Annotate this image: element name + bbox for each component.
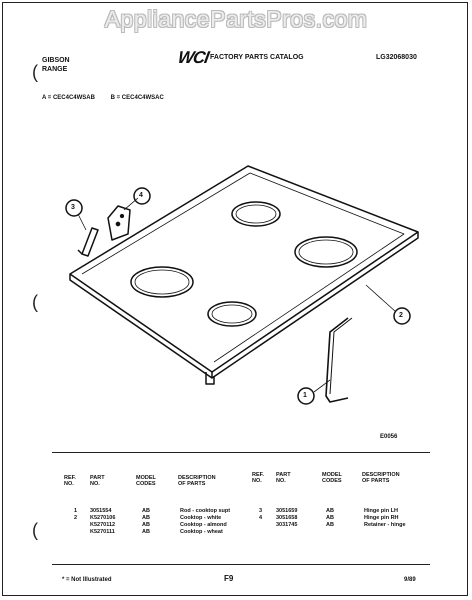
cooktop-support-rod bbox=[326, 318, 348, 402]
watermark: AppliancePartsPros.com bbox=[104, 6, 368, 32]
table-cell: Cooktop - white bbox=[180, 515, 222, 521]
binder-hole-top: ( bbox=[32, 62, 38, 82]
not-illustrated-note: * = Not Illustrated bbox=[62, 577, 112, 583]
table-cell: 3051554 bbox=[90, 508, 112, 514]
callout-2: 2 bbox=[399, 312, 403, 319]
table-cell: AB bbox=[142, 508, 150, 514]
model-a: A = CEC4C4WSAB bbox=[42, 95, 95, 101]
binder-hole-middle: ( bbox=[32, 292, 38, 312]
callout-3: 3 bbox=[71, 204, 75, 211]
header-ref-right: REF. NO. bbox=[252, 472, 264, 484]
table-cell: AB bbox=[326, 515, 334, 521]
table-cell: 3051659 bbox=[276, 508, 298, 514]
table-cell: 3031745 bbox=[276, 522, 298, 528]
header-model-left: MODEL CODES bbox=[136, 475, 156, 487]
model-b: B = CEC4C4WSAC bbox=[110, 95, 164, 101]
table-cell: 3051658 bbox=[276, 515, 298, 521]
table-cell: AB bbox=[326, 522, 334, 528]
binder-hole-bottom: ( bbox=[32, 520, 38, 540]
table-cell: 1 bbox=[74, 508, 78, 514]
table-cell: Cooktop - almond bbox=[180, 522, 227, 528]
table-cell: Retainer - hinge bbox=[364, 522, 406, 528]
table-cell: Hinge pin LH bbox=[364, 508, 398, 514]
table-cell: AB bbox=[142, 515, 150, 521]
cooktop-surface bbox=[70, 166, 418, 372]
table-bottom-rule bbox=[52, 564, 430, 565]
diagram-code: E0056 bbox=[380, 434, 398, 440]
table-cell: 3 bbox=[259, 508, 263, 514]
callout-1: 1 bbox=[303, 392, 307, 399]
col-desc-left bbox=[180, 508, 230, 536]
table-cell: AB bbox=[142, 529, 150, 535]
col-ref-left bbox=[74, 508, 77, 522]
header-model-right: MODEL CODES bbox=[322, 472, 342, 484]
col-model-left bbox=[142, 508, 150, 536]
table-cell: 4 bbox=[259, 515, 263, 521]
catalog-title: FACTORY PARTS CATALOG bbox=[210, 54, 304, 61]
page-number: F9 bbox=[224, 574, 234, 583]
table-cell: AB bbox=[326, 508, 334, 514]
document-number: LG32068030 bbox=[376, 54, 417, 61]
table-cell: AB bbox=[142, 522, 150, 528]
hinge-pin bbox=[82, 228, 98, 256]
table-cell: Hinge pin RH bbox=[364, 515, 399, 521]
table-cell: K5270112 bbox=[90, 522, 116, 528]
header-desc-right: DESCRIPTION OF PARTS bbox=[362, 472, 400, 484]
table-cell: K5270106 bbox=[90, 515, 116, 521]
callout-4: 4 bbox=[139, 192, 143, 199]
col-part-left bbox=[90, 508, 115, 536]
header-ref-left: REF. NO. bbox=[64, 475, 76, 487]
table-cell: Rod - cooktop supt bbox=[180, 508, 231, 514]
revision-date: 9/89 bbox=[404, 577, 416, 583]
table-cell: Cooktop - wheat bbox=[180, 529, 223, 535]
brand-name: GIBSON bbox=[42, 57, 70, 64]
header-desc-left: DESCRIPTION OF PARTS bbox=[178, 475, 216, 487]
header-part-left: PART NO. bbox=[90, 475, 105, 487]
col-model-right bbox=[326, 508, 334, 529]
header-part-right: PART NO. bbox=[276, 472, 291, 484]
col-part-right bbox=[276, 508, 297, 529]
col-desc-right bbox=[364, 508, 406, 529]
table-cell: K5270111 bbox=[90, 529, 115, 535]
table-cell: 2 bbox=[74, 515, 78, 521]
wci-logo: WCI bbox=[176, 48, 210, 67]
col-ref-right bbox=[259, 508, 262, 522]
product-type: RANGE bbox=[42, 66, 68, 73]
table-top-rule bbox=[52, 452, 430, 453]
